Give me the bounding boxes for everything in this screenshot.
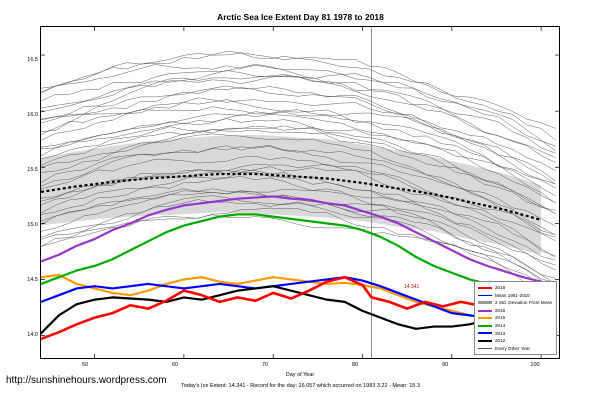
x-tick-label: 90 — [441, 362, 449, 368]
legend-item[interactable] — [478, 307, 553, 315]
chart-title: Arctic Sea Ice Extent Day 81 1978 to 2018 — [217, 12, 384, 22]
x-axis-label: Day of Year — [285, 372, 315, 378]
legend-swatch-mean — [478, 295, 492, 296]
x-tick-label: 70 — [261, 362, 269, 368]
legend-item[interactable] — [478, 284, 553, 292]
legend-swatch-2016 — [478, 310, 492, 312]
x-tick-label: 100 — [530, 362, 540, 368]
legend-swatch-2015 — [478, 317, 492, 319]
x-tick-label: 50 — [81, 362, 89, 368]
footer-caption: Today's Ice Extent: 14.341 - Record for the day: 16.057 which occurred on 1983 3.22 - Mean: 15.3 — [181, 383, 420, 389]
y-tick-label: 16.0 — [27, 112, 38, 118]
legend-label: 2015 — [495, 315, 506, 321]
legend-label: 2012 — [495, 338, 506, 344]
legend-swatch-other-years — [478, 348, 492, 349]
legend-swatch-2018 — [478, 287, 492, 289]
x-tick-label: 60 — [171, 362, 179, 368]
current-value-annotation: 14.341 — [404, 284, 420, 290]
legend-swatch-2013 — [478, 332, 492, 334]
legend-item[interactable] — [478, 345, 553, 353]
legend-item[interactable] — [478, 292, 553, 300]
y-tick-label: 15.5 — [27, 167, 38, 173]
legend-label: 2018 — [495, 285, 506, 290]
legend-label: 2013 — [495, 330, 506, 336]
site-url: http://sunshinehours.wordpress.com — [6, 375, 167, 386]
legend-swatch-2014 — [478, 325, 492, 327]
legend-label: Mean 1981-2010 — [495, 292, 530, 298]
legend-swatch-stddev — [478, 301, 492, 304]
legend-label: 2016 — [495, 307, 506, 313]
legend-item[interactable] — [478, 322, 553, 330]
legend-item[interactable] — [478, 337, 553, 345]
y-tick-label: 15.0 — [27, 222, 38, 228]
legend-label: Every Other Year — [495, 345, 530, 351]
y-tick-label: 14.0 — [27, 332, 38, 338]
legend-item[interactable] — [478, 330, 553, 338]
legend-label: 2 Std. Deviation From Mean — [495, 300, 553, 306]
legend-item[interactable] — [478, 299, 553, 307]
legend-item[interactable] — [478, 314, 553, 322]
y-tick-label: 16.5 — [27, 57, 38, 63]
legend-label: 2014 — [495, 322, 506, 328]
y-tick-label: 14.5 — [27, 277, 38, 283]
x-tick-label: 80 — [351, 362, 359, 368]
legend — [474, 281, 557, 355]
legend-swatch-2012 — [478, 340, 492, 342]
